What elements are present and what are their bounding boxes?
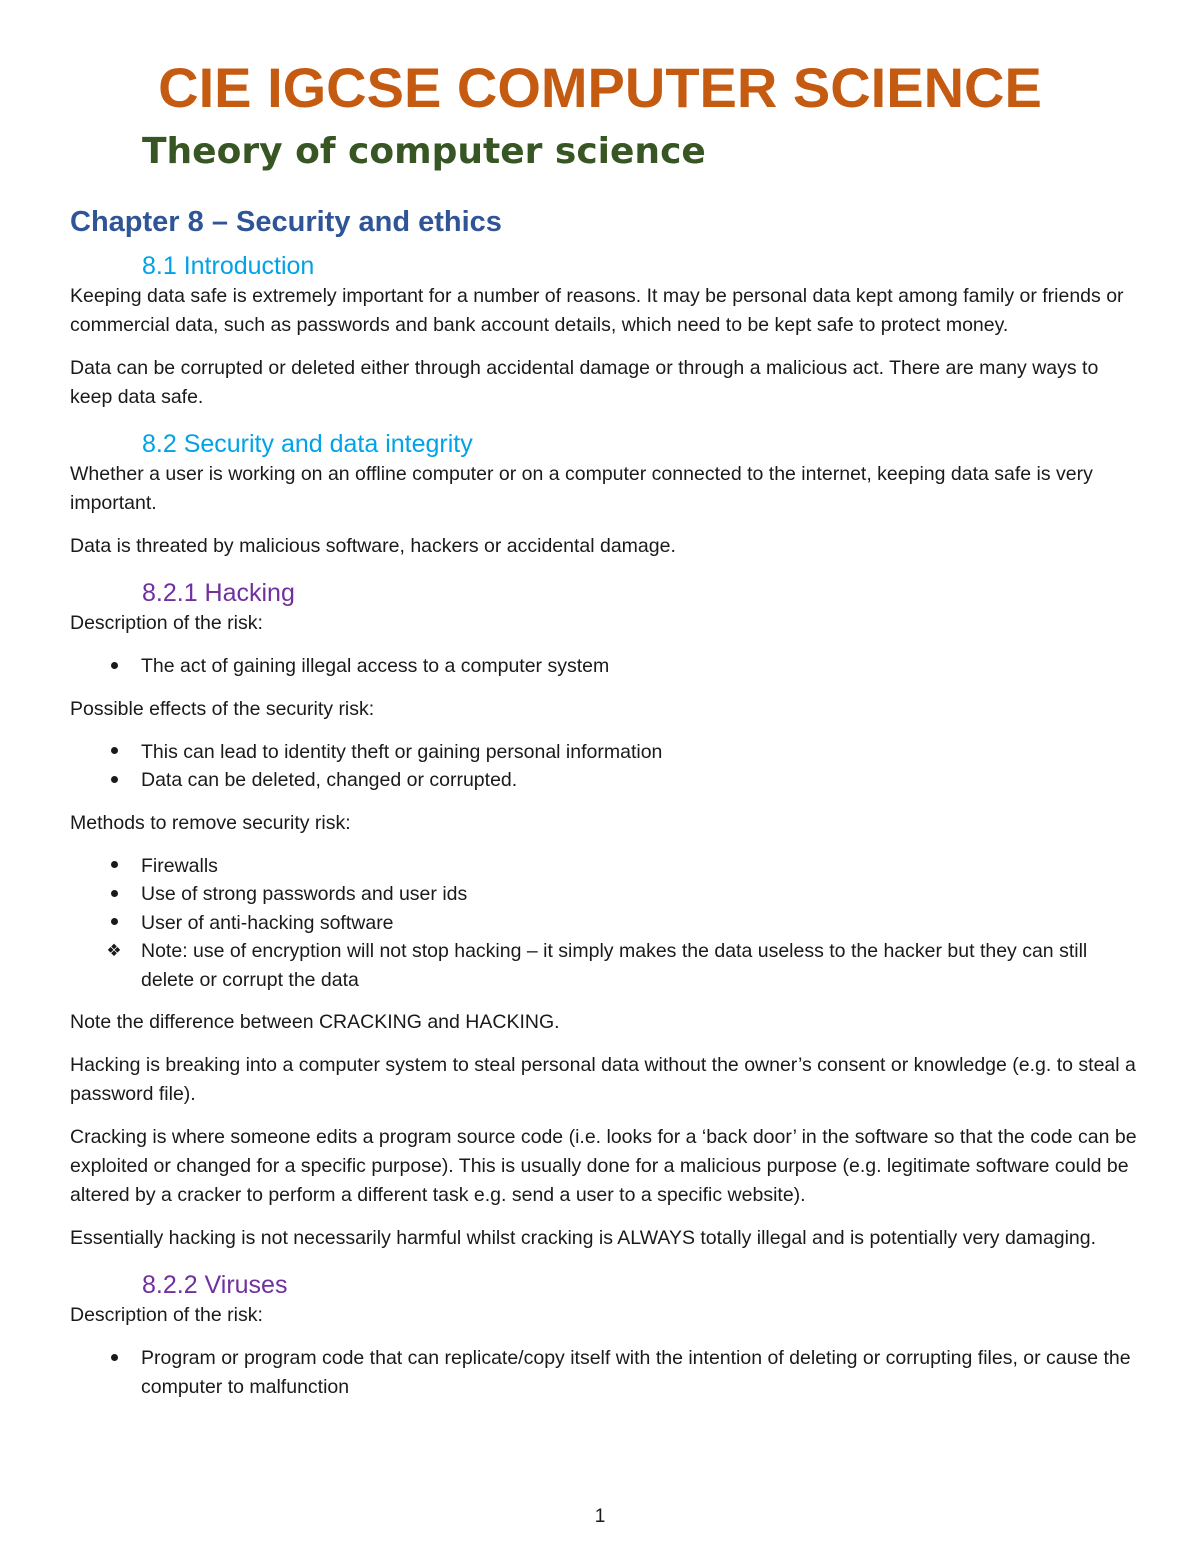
paragraph: Keeping data safe is extremely important for a number of reasons. It may be personal data kept among family or friends or commercial data, such as passwords and bank account details, which need to be kept safe to protect money. [70,285,1124,336]
section-heading-8-2-1: 8.2.1 Hacking [142,579,295,607]
list-item: Use of strong passwords and user ids [70,880,1140,909]
diamond-bullet-icon: ❖ [106,941,122,960]
list-item: Firewalls [70,852,1140,881]
paragraph: Data can be corrupted or deleted either through accidental damage or through a malicious act. There are many ways to keep data safe. [70,357,1099,408]
paragraph: Essentially hacking is not necessarily harmful whilst cracking is ALWAYS totally illegal and is potentially very damaging. [70,1227,1097,1249]
list-item: Data can be deleted, changed or corrupted. [70,766,1140,795]
label-methods: Methods to remove security risk: [70,811,351,834]
paragraph: Cracking is where someone edits a program source code (i.e. looks for a ‘back door’ in the software so that the code can be exploited or changed for a specific purpose). This is usually done for a malicious purpose (e.g. legitimate software could be altered by a cracker to perform a different task e.g. send a user to a specific website). [70,1126,1137,1206]
bullet-icon [104,852,124,881]
bullet-list [70,738,1140,795]
paragraph: Hacking is breaking into a computer system to steal personal data without the owner’s consent or knowledge (e.g. to steal a password file). [70,1054,1136,1105]
bullet-icon [104,1344,124,1373]
label-description: Description of the risk: [70,1304,263,1326]
document-subtitle: Theory of computer science [142,131,706,172]
bullet-icon [104,652,124,681]
list-item-note: ❖ Note: use of encryption will not stop hacking – it simply makes the data useless to the hacker but they can still delete or corrupt the data [70,937,1140,994]
bullet-icon [104,880,124,909]
list-item: The act of gaining illegal access to a computer system [70,652,1140,681]
bullet-list [70,1344,1140,1401]
chapter-heading: Chapter 8 – Security and ethics [70,206,502,238]
bullet-icon [104,738,124,767]
label-effects: Possible effects of the security risk: [70,697,375,720]
bullet-list [70,652,1140,681]
section-heading-8-2: 8.2 Security and data integrity [142,430,473,458]
bullet-icon [104,766,124,795]
bullet-list [70,852,1140,995]
section-heading-8-1: 8.1 Introduction [142,252,315,280]
label-description: Description of the risk: [70,612,263,634]
page-number: 1 [594,1506,606,1527]
list-item: This can lead to identity theft or gaining personal information [70,738,1140,767]
list-item: Program or program code that can replicate/copy itself with the intention of deleting or corrupting files, or cause the computer to malfunction [70,1344,1140,1401]
paragraph: Data is threated by malicious software, hackers or accidental damage. [70,535,676,557]
paragraph: Whether a user is working on an offline computer or on a computer connected to the internet, keeping data safe is very important. [70,463,1093,514]
list-item: User of anti-hacking software [70,909,1140,938]
document-title: CIE IGCSE COMPUTER SCIENCE [158,56,1042,119]
paragraph: Note the difference between CRACKING and HACKING. [70,1011,560,1033]
bullet-icon [104,909,124,938]
section-heading-8-2-2: 8.2.2 Viruses [142,1271,288,1299]
document-body [70,203,1140,1415]
